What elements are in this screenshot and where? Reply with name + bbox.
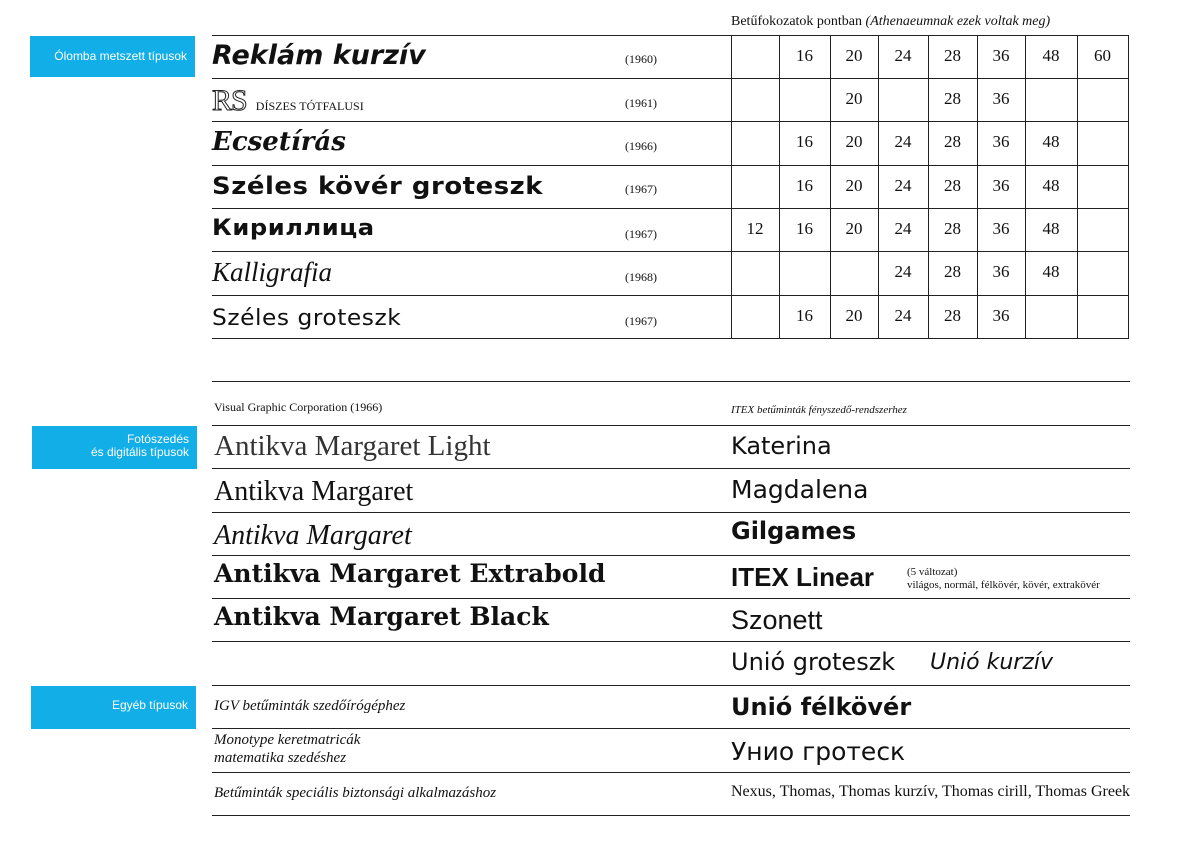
section-tag-other-label: Egyéb típusok [111, 698, 188, 712]
size-cell: 20 [845, 175, 863, 195]
font-sample-magdalena: Magdalena [731, 475, 869, 504]
table-rule [212, 295, 1128, 296]
size-cell: 16 [796, 218, 813, 238]
font-sample-unio-cyrillic: Унио гротеск [731, 737, 906, 766]
table-rule-top [212, 35, 1128, 36]
table-col-rule [731, 35, 732, 339]
row-rule [212, 598, 1130, 599]
table-rule [212, 78, 1128, 79]
font-sample-itex-linear: ITEX Linear [731, 562, 875, 592]
size-cell: 48 [1042, 262, 1060, 281]
size-cell: 20 [845, 88, 863, 108]
size-cell: 28 [944, 305, 961, 325]
size-cell: 28 [944, 45, 961, 65]
size-cell: 28 [944, 262, 961, 281]
size-cell: 36 [992, 88, 1010, 108]
other-monotype-line1: Monotype keretmatricák [214, 732, 361, 748]
row-rule [212, 425, 1130, 426]
table-rule-bottom [212, 338, 1128, 339]
font-sample-margaret-italic: Antikva Margaret [214, 520, 412, 551]
font-sample-gilgames: Gilgames [731, 517, 857, 545]
section-rule-photo-top [212, 381, 1130, 382]
section-tag-photo [32, 426, 197, 469]
font-sample-margaret-extrabold: Antikva Margaret Extrabold [214, 559, 606, 588]
section-tag-photo-line2: és digitális típusok [90, 445, 189, 459]
size-cell: 24 [894, 132, 912, 151]
font-name-szeles-kover-groteszk: Széles kövér groteszk [212, 172, 544, 200]
size-cell: 28 [944, 132, 961, 151]
size-cell: 16 [796, 305, 813, 325]
row-rule [212, 512, 1130, 513]
size-cell: 24 [894, 45, 912, 65]
year: (1960) [625, 52, 657, 66]
size-cell: 20 [845, 45, 863, 65]
size-cell: 36 [992, 262, 1010, 281]
year: (1968) [625, 270, 657, 284]
year: (1966) [625, 139, 657, 153]
size-cell: 36 [992, 218, 1010, 238]
size-cell: 16 [796, 175, 813, 195]
size-cell: 24 [894, 305, 912, 325]
size-cell: 48 [1042, 132, 1060, 151]
size-cell: 36 [992, 45, 1010, 65]
section-tag-photo-line1: Fotószedés [126, 432, 189, 446]
row-rule-bottom [212, 815, 1130, 816]
row-rule [212, 555, 1130, 556]
size-cell: 36 [992, 132, 1010, 151]
table-rule [212, 165, 1128, 166]
font-name-cyrillic: Кириллица [212, 216, 375, 241]
row-rule [212, 685, 1130, 686]
size-cell: 48 [1042, 45, 1060, 65]
row-rule [212, 468, 1130, 469]
font-sample-margaret: Antikva Margaret [214, 476, 414, 507]
section-tag-other [31, 686, 196, 729]
section-tag-metal [30, 36, 195, 77]
font-name-kalligrafia: Kalligrafia [212, 257, 333, 287]
other-security: Betűminták speciális biztonsági alkalmazáshoz [214, 785, 497, 801]
table-col-rule [1077, 35, 1078, 339]
font-sample-margaret-light: Antikva Margaret Light [214, 430, 491, 462]
font-name-reklam-kurziv: Reklám kurzív [212, 40, 426, 71]
table-rule [212, 208, 1128, 209]
size-cell: 20 [845, 218, 863, 238]
size-cell: 48 [1042, 218, 1060, 238]
font-name-ecsetiras: Ecsetírás [212, 127, 346, 157]
year: (1967) [625, 314, 657, 328]
size-cell: 24 [894, 175, 912, 195]
table-header-note: (Athenaeumnak ezek voltak meg) [865, 14, 1051, 29]
size-cell: 20 [845, 305, 863, 325]
table-header [731, 14, 1050, 30]
size-cell: 12 [746, 218, 764, 238]
itex-variants-note [907, 566, 1100, 592]
row-rule [212, 641, 1130, 642]
size-cell: 16 [796, 45, 813, 65]
size-cell: 16 [796, 132, 813, 151]
row-rule [212, 728, 1130, 729]
other-igv: IGV betűminták szedőírógéphez [214, 698, 406, 714]
other-monotype-line2: matematika szedéshez [214, 750, 347, 766]
font-name-szeles-groteszk: Széles groteszk [212, 306, 402, 331]
table-rule [212, 251, 1128, 252]
font-name-initials: RS [212, 84, 247, 117]
font-name-rest: DÍSZES TÓTFALUSI [255, 99, 364, 113]
size-cell: 24 [894, 262, 912, 281]
size-cell: 28 [944, 88, 961, 108]
size-cell: 60 [1094, 45, 1111, 65]
other-security-fonts: Nexus, Thomas, Thomas kurzív, Thomas cirill, Thomas Greek [731, 783, 1131, 800]
font-name-diszes-totfalusi [212, 84, 364, 118]
left-caption: Visual Graphic Corporation (1966) [214, 400, 383, 414]
table-header-text: Betűfokozatok pontban [731, 14, 866, 29]
font-sample-katerina: Katerina [731, 432, 832, 460]
size-cell: 28 [944, 218, 961, 238]
size-cell: 24 [894, 218, 912, 238]
size-cell: 36 [992, 175, 1010, 195]
table-rule [212, 121, 1128, 122]
size-cell: 28 [944, 175, 961, 195]
year: (1961) [625, 96, 657, 110]
row-rule [212, 772, 1130, 773]
font-sample-szonett: Szonett [731, 605, 823, 635]
font-sample-unio-groteszk: Unió groteszk [731, 648, 896, 676]
table-col-rule [1128, 35, 1129, 339]
right-caption: ITEX betűminták fényszedő-rendszerhez [731, 404, 907, 416]
font-sample-unio-kurziv: Unió kurzív [930, 650, 1054, 675]
itex-variants-count: (5 változat) [907, 566, 958, 578]
font-sample-margaret-black: Antikva Margaret Black [214, 602, 549, 631]
size-cell: 48 [1042, 175, 1060, 195]
itex-variants-list: világos, normál, félkövér, kövér, extrakövér [907, 579, 1100, 591]
year: (1967) [625, 182, 657, 196]
section-tag-metal-label: Ólomba metszett típusok [54, 49, 187, 63]
size-cell: 20 [845, 132, 863, 151]
year: (1967) [625, 227, 657, 241]
font-sample-unio-felkover: Unió félkövér [731, 693, 912, 721]
size-cell: 36 [992, 305, 1010, 325]
